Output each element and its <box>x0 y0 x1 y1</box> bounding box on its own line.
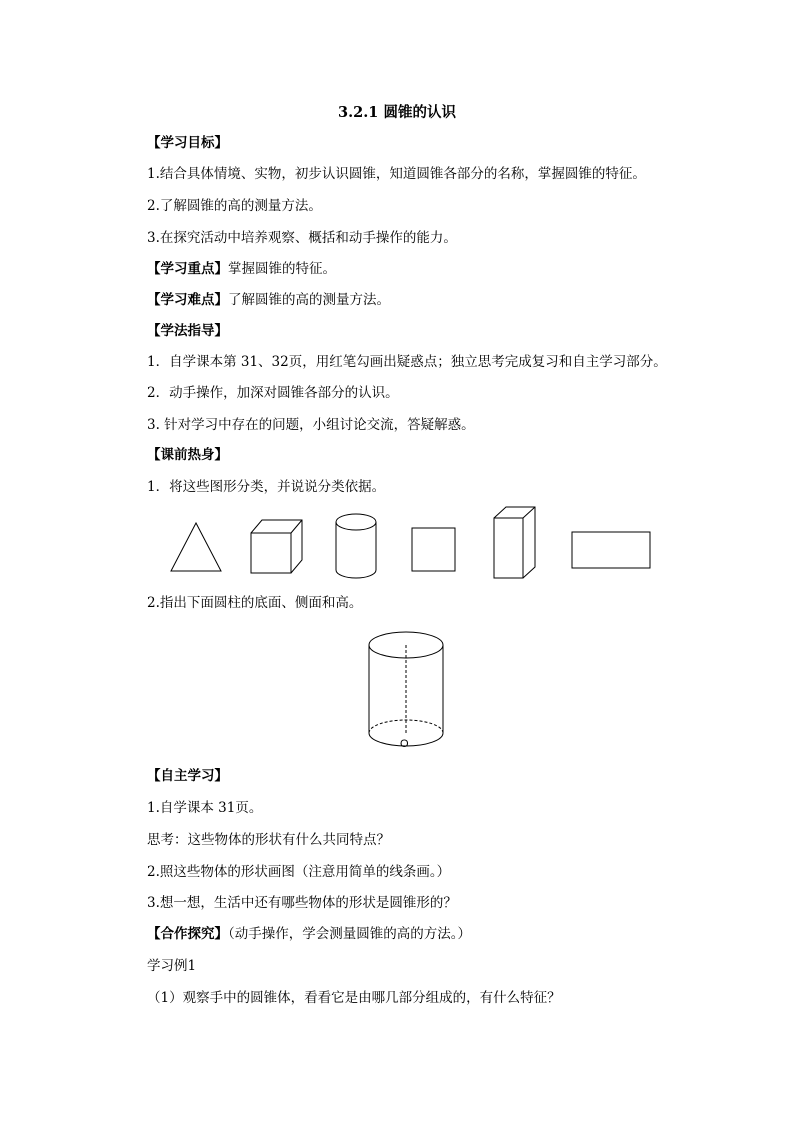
self-study-item-2: 思考：这些物体的形状有什么共同特点？ <box>147 832 390 848</box>
guide-item-2: 2．动手操作，加深对圆锥各部分的认识。 <box>147 385 399 401</box>
explore-note: （动手操作，学会测量圆锥的高的方法。） <box>228 926 471 942</box>
warmup-question-1: 1．将这些图形分类，并说说分类依据。 <box>147 479 386 495</box>
goal-item-1: 1.结合具体情境、实物，初步认识圆锥，知道圆锥各部分的名称，掌握圆锥的特征。 <box>147 166 646 182</box>
difficulty-text: 了解圆锥的高的测量方法。 <box>228 292 390 308</box>
small-cylinder-figure <box>336 514 376 578</box>
self-study-item-4: 3.想一想，生活中还有哪些物体的形状是圆锥形的？ <box>147 895 457 911</box>
self-study-item-3: 2.照这些物体的形状画图（注意用简单的线条画。） <box>147 864 451 880</box>
key-point-text: 掌握圆锥的特征。 <box>228 261 336 277</box>
goals-heading: 【学习目标】 <box>147 135 228 151</box>
explore-section <box>147 924 471 944</box>
explore-example: 学习例1 <box>147 958 197 974</box>
warmup-question-2: 2.指出下面圆柱的底面、侧面和高。 <box>147 595 363 611</box>
triangle-figure <box>171 523 221 571</box>
self-study-heading: 【自主学习】 <box>147 768 228 784</box>
explore-question-1: （1）观察手中的圆锥体，看看它是由哪几部分组成的，有什么特征？ <box>147 990 561 1006</box>
difficulty-heading: 【学习难点】 <box>147 292 228 308</box>
square-figure <box>412 528 455 571</box>
goal-item-3: 3.在探究活动中培养观察、概括和动手操作的能力。 <box>147 230 457 246</box>
center-label-o: O <box>400 738 409 750</box>
explore-heading: 【合作探究】 <box>147 926 228 942</box>
key-point-heading: 【学习重点】 <box>147 261 228 277</box>
rectangle-figure <box>572 532 650 568</box>
self-study-item-1: 1.自学课本 31页。 <box>147 800 263 816</box>
guide-heading: 【学法指导】 <box>147 323 228 339</box>
cube-figure <box>251 520 302 573</box>
large-cylinder-figure <box>369 632 443 746</box>
guide-item-3: 3. 针对学习中存在的问题，小组讨论交流，答疑解惑。 <box>147 417 475 433</box>
page-title: 3.2.1 圆锥的认识 <box>338 104 456 121</box>
cuboid-figure <box>494 507 535 578</box>
guide-item-1: 1．自学课本第 31、32页，用红笔勾画出疑惑点；独立思考完成复习和自主学习部分。 <box>147 354 667 370</box>
goal-item-2: 2.了解圆锥的高的测量方法。 <box>147 198 322 214</box>
warmup-heading: 【课前热身】 <box>147 447 228 463</box>
